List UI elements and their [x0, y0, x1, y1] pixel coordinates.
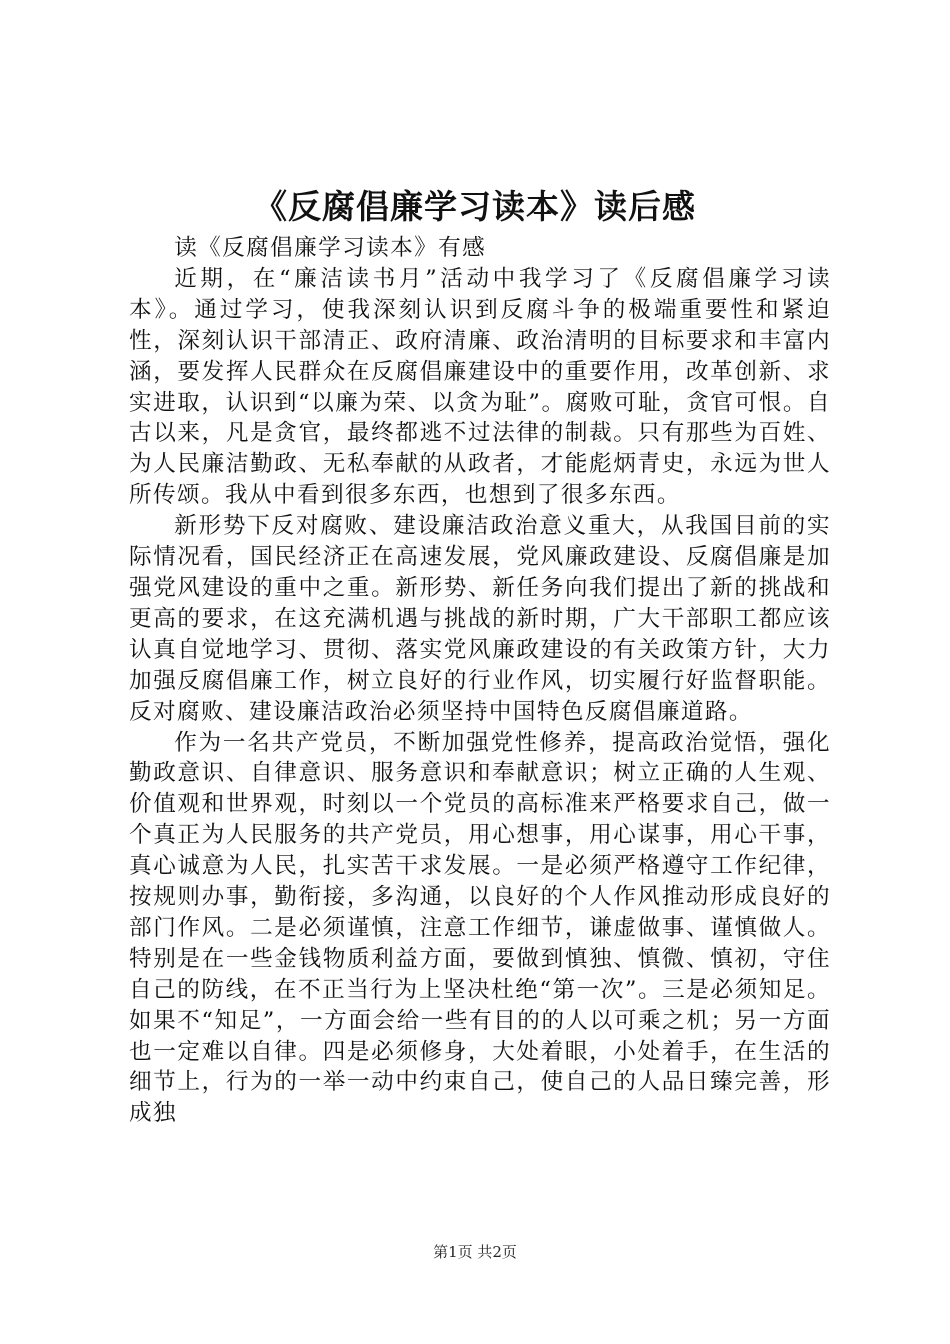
- page-footer: 第1页 共2页: [433, 1243, 517, 1261]
- document-title: 《反腐倡廉学习读本》读后感: [254, 187, 696, 226]
- paragraph-2: 新形势下反对腐败、建设廉洁政治意义重大，从我国目前的实际情况看，国民经济正在高速发展，党风廉政建设、反腐倡廉是加强党风建设的重中之重。新形势、新任务向我们提出了新的挑战和更高的要求，在这充满机遇与挑战的新时期，广大干部职工都应该认真自觉地学习、贯彻、落实党风廉政建设的有关政策方针，大力加强反腐倡廉工作，树立良好的行业作风，切实履行好监督职能。反对腐败、建设廉洁政治必须坚持中国特色反腐倡廉道路。: [129, 513, 831, 725]
- paragraph-3: 作为一名共产党员，不断加强党性修养，提高政治觉悟，强化勤政意识、自律意识、服务意识和奉献意识；树立正确的人生观、价值观和世界观，时刻以一个党员的高标准来严格要求自己，做一个真正为人民服务的共产党员，用心想事，用心谋事，用心干事，真心诚意为人民，扎实苦干求发展。一是必须严格遵守工作纪律，按规则办事，勤衔接，多沟通，以良好的个人作风推动形成良好的部门作风。二是必须谨慎，注意工作细节，谦虚做事、谨慎做人。特别是在一些金钱物质利益方面，要做到慎独、慎微、慎初，守住自己的防线，在不正当行为上坚决杜绝“第一次”。三是必须知足。如果不“知足”，一方面会给一些有目的的人以可乘之机；另一方面也一定难以自律。四是必须修身，大处着眼，小处着手，在生活的细节上，行为的一举一动中约束自己，使自己的人品日臻完善，形成独: [129, 729, 831, 1127]
- paragraph-1: 近期，在“廉洁读书月”活动中我学习了《反腐倡廉学习读本》。通过学习，使我深刻认识到反腐斗争的极端重要性和紧迫性，深刻认识干部清正、政府清廉、政治清明的目标要求和丰富内涵，要发挥人民群众在反腐倡廉建设中的重要作用，改革创新、求实进取，认识到“以廉为荣、以贪为耻”。腐败可耻，贪官可恨。自古以来，凡是贪官，最终都逃不过法律的制裁。只有那些为百姓、为人民廉洁勤政、无私奉献的从政者，才能彪炳青史，永远为世人所传颂。我从中看到很多东西，也想到了很多东西。: [129, 265, 831, 509]
- document-body: [129, 233, 831, 1129]
- paragraph-subtitle: 读《反腐倡廉学习读本》有感: [174, 235, 487, 261]
